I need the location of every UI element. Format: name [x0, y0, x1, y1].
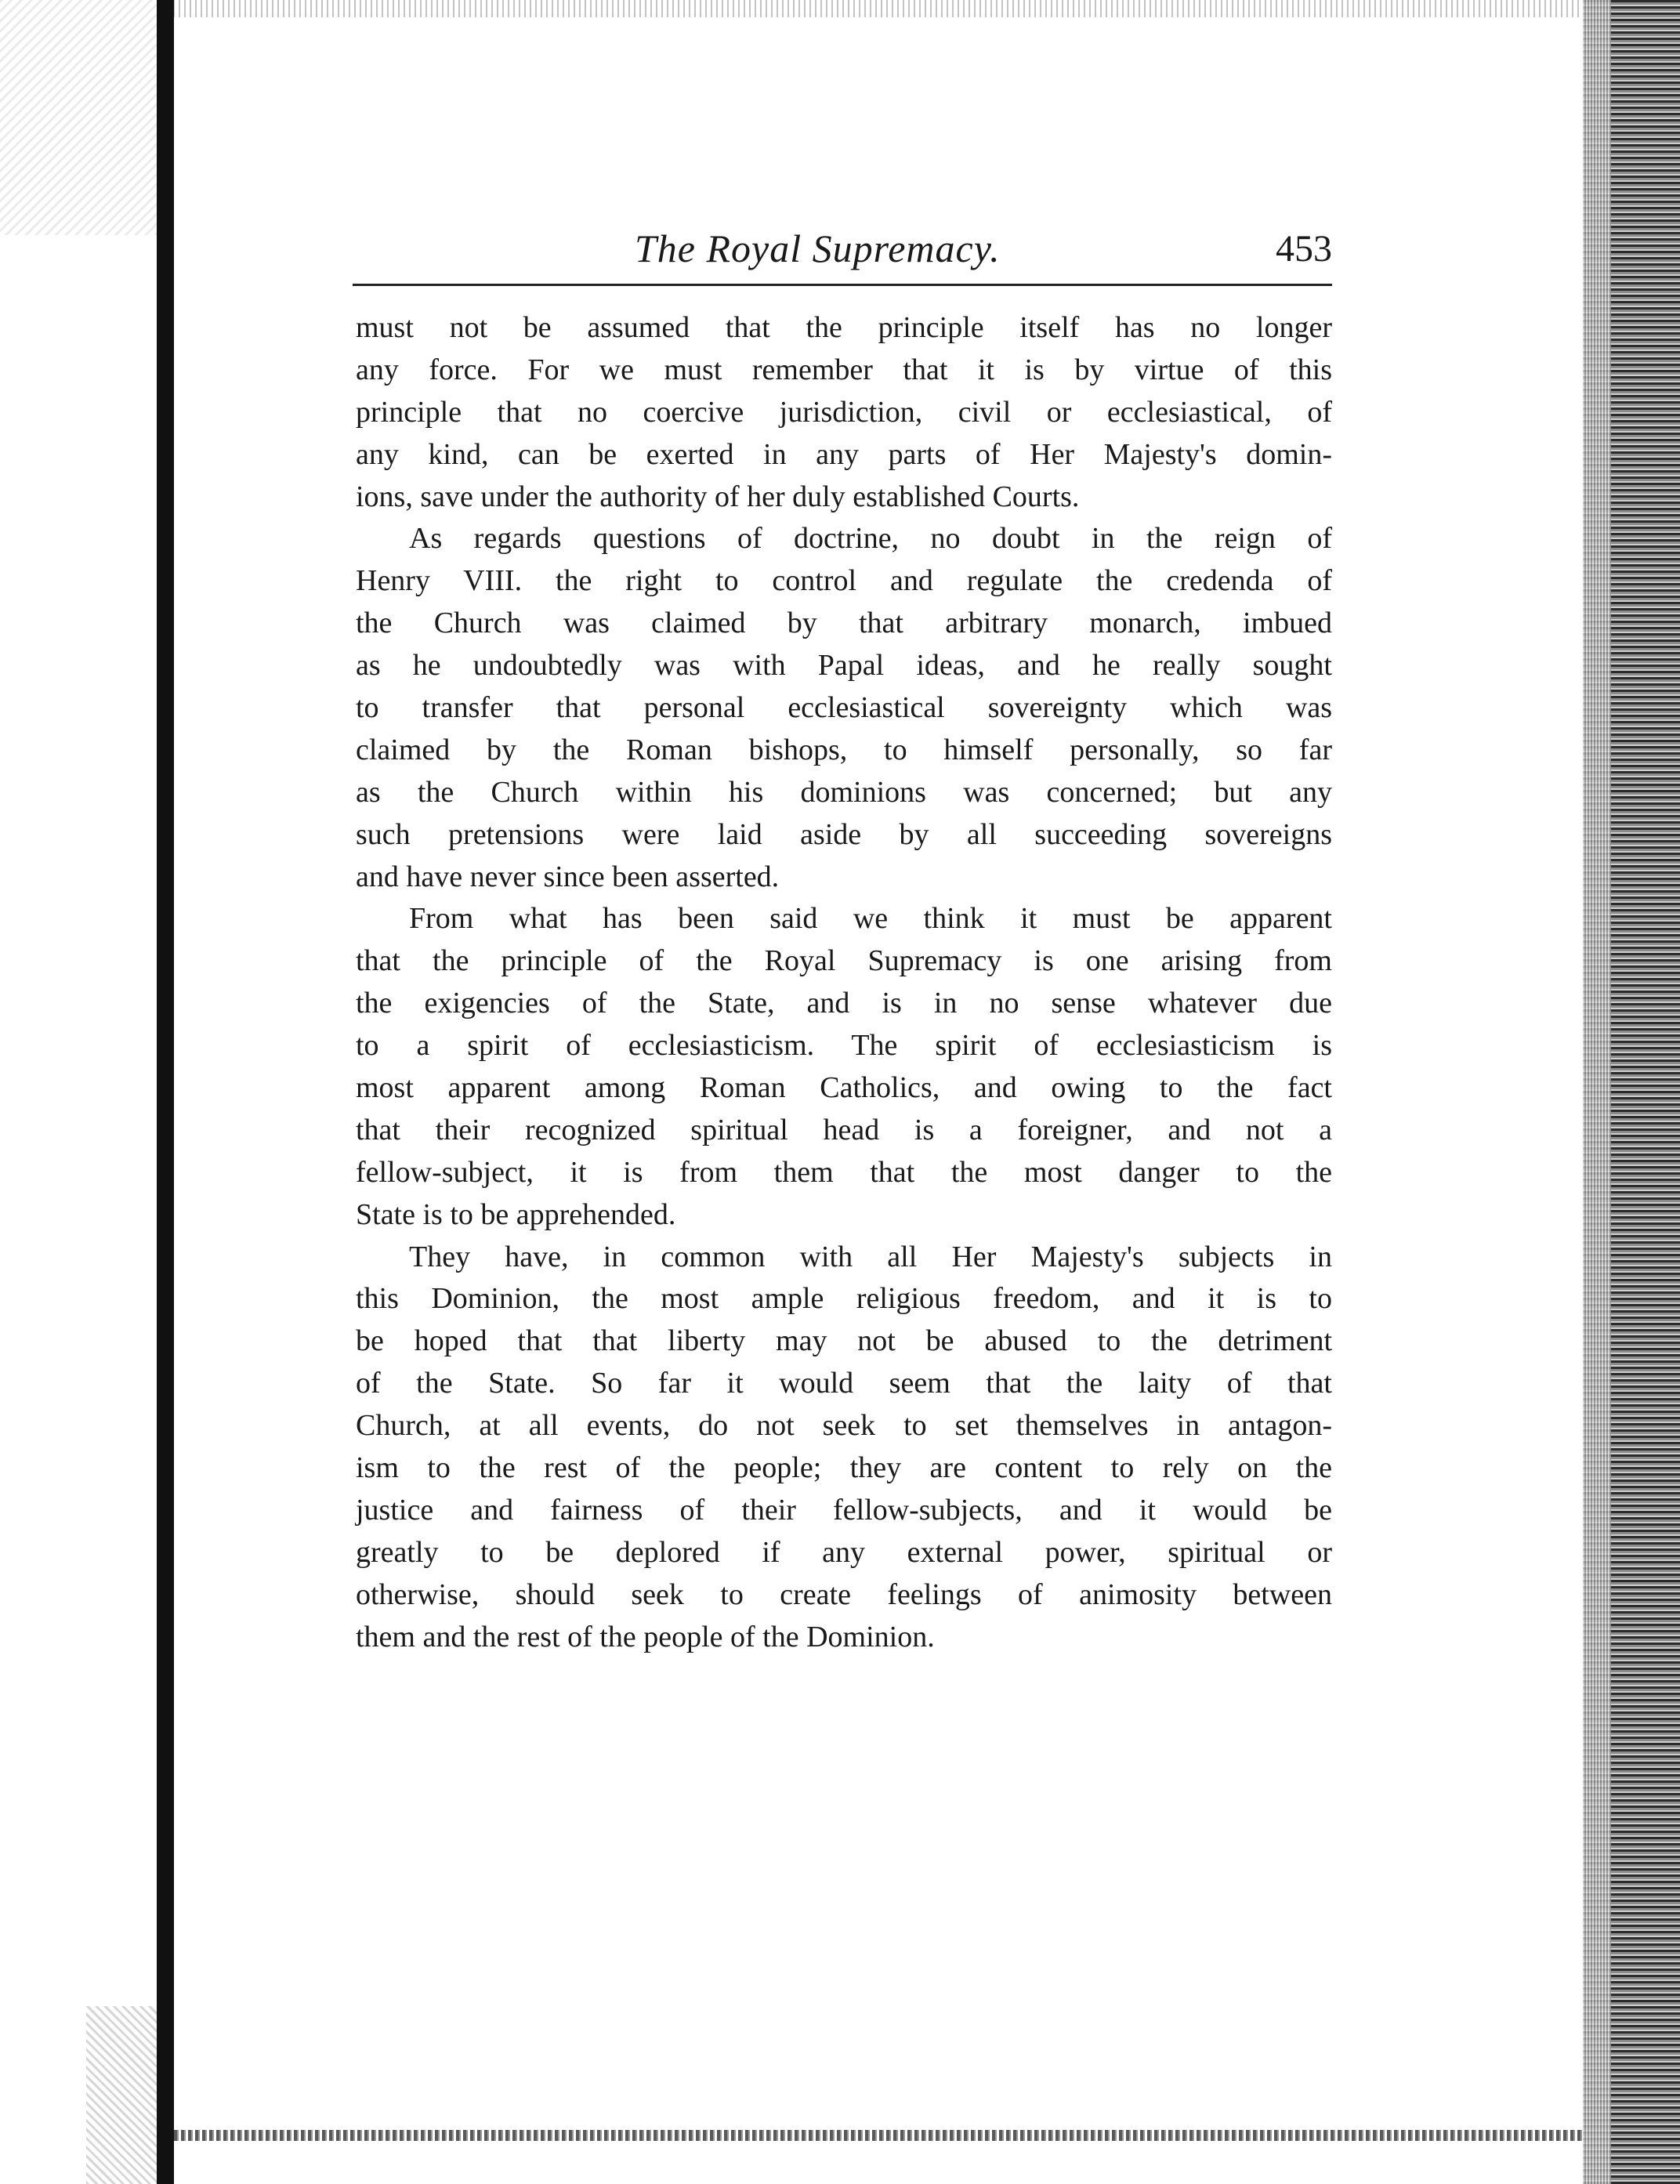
text-line: be hoped that that liberty may not be abused to the detriment [356, 1324, 1332, 1358]
text-line: They have, in common with all Her Majesty's subjects in [409, 1240, 1332, 1273]
text-line: claimed by the Roman bishops, to himself personally, so far [356, 733, 1332, 766]
text-line: justice and fairness of their fellow-subjects, and it would be [356, 1493, 1332, 1527]
text-line: and have never since been asserted. [356, 860, 780, 893]
text-line: as he undoubtedly was with Papal ideas, and he really sought [356, 649, 1332, 683]
running-title: The Royal Supremacy. [635, 226, 1001, 270]
text-line: that the principle of the Royal Supremacy is one arising from [356, 944, 1332, 978]
text-line: any kind, can be exerted in any parts of Her Majesty's domin- [356, 437, 1332, 471]
text-line: otherwise, should seek to create feelings of animosity between [356, 1577, 1332, 1611]
text-line: to a spirit of ecclesiasticism. The spirit of ecclesiasticism is [356, 1029, 1332, 1063]
text-line: ions, save under the authority of her duly established Courts. [356, 480, 1080, 513]
body-text [356, 307, 1332, 1659]
text-line: Henry VIII. the right to control and regulate the credenda of [356, 564, 1332, 598]
text-line: them and the rest of the people of the Dominion. [356, 1620, 935, 1653]
running-head [353, 226, 1332, 281]
text-line: the exigencies of the State, and is in no sense whatever due [356, 987, 1332, 1020]
text-line: as the Church within his dominions was concerned; but any [356, 775, 1332, 809]
text-line: must not be assumed that the principle itself has no longer [356, 311, 1332, 344]
text-line: State is to be apprehended. [356, 1197, 676, 1231]
text-line: of the State. So far it would seem that the laity of that [356, 1367, 1332, 1400]
text-line: this Dominion, the most ample religious freedom, and it is to [356, 1282, 1332, 1316]
text-line: Church, at all events, do not seek to set themselves in antagon- [356, 1409, 1332, 1443]
text-line: that their recognized spiritual head is a foreigner, and not a [356, 1113, 1332, 1146]
scan-right-edge-inner [1583, 0, 1611, 2184]
scan-bottom-edge [174, 2130, 1583, 2141]
text-line: From what has been said we think it must be apparent [409, 902, 1332, 936]
text-line: the Church was claimed by that arbitrary monarch, imbued [356, 607, 1332, 640]
scan-left-bottom-speckle [86, 2006, 157, 2184]
text-line: As regards questions of doctrine, no doubt in the reign of [409, 522, 1332, 556]
text-line: fellow-subject, it is from them that the most danger to the [356, 1155, 1332, 1189]
text-line: any force. For we must remember that it is by virtue of this [356, 353, 1332, 386]
text-line: greatly to be deplored if any external power, spiritual or [356, 1535, 1332, 1569]
scan-left-edge [157, 0, 174, 2184]
text-line: such pretensions were laid aside by all succeeding sovereigns [356, 817, 1332, 851]
text-line: most apparent among Roman Catholics, and owing to the fact [356, 1071, 1332, 1105]
page-number: 453 [1276, 228, 1332, 270]
text-line: to transfer that personal ecclesiastical sovereignty which was [356, 691, 1332, 725]
scan-left-speckle [0, 0, 157, 235]
header-rule [353, 284, 1332, 286]
scan-top-edge [157, 0, 1583, 17]
text-line: ism to the rest of the people; they are content to rely on the [356, 1451, 1332, 1485]
text-line: principle that no coercive jurisdiction, civil or ecclesiastical, of [356, 395, 1332, 429]
